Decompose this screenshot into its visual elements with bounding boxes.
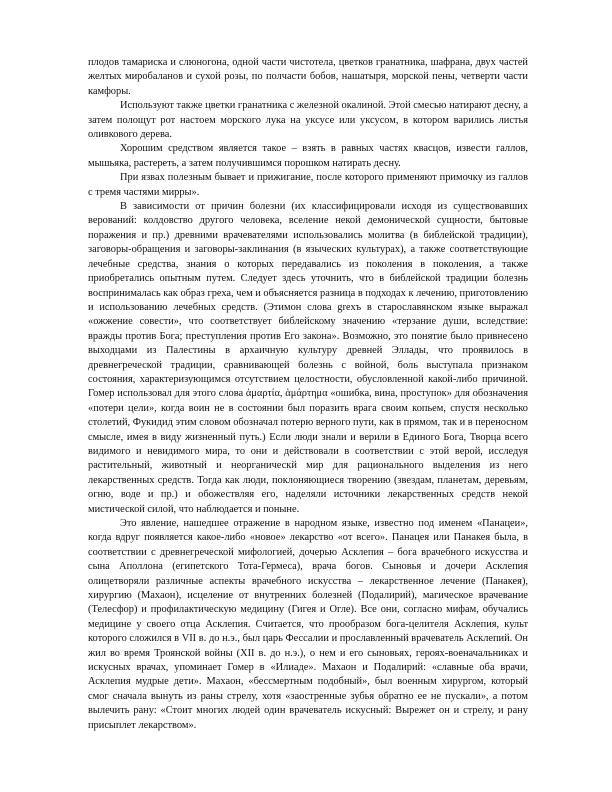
document-page: [88, 56, 528, 733]
paragraph-cauterization: При язвах полезным бывает и прижигание, после которого применяют примочку из галлов с тремя частями мирры».: [88, 172, 528, 198]
paragraph-continuation: плодов тамариска и слюногона, одной части чистотела, цветков гранатника, шафрана, двух частей желтых миробаланов и сухой розы, по полчасти бобов, нашатыря, морской пены, четверти части камфоры.: [88, 57, 528, 97]
paragraph-good-remedy: Хорошим средством является такое – взять в равных частях квасцов, извести галлов, мышьяка, растереть, а затем получившимся порошком натирать десну.: [88, 143, 528, 169]
paragraph-panacea: Это явление, нашедшее отражение в народном языке, известно под именем «Панацеи», когда вдруг появляется какое-либо «новое» лекарство «от всего». Панацея или Панакея была, в соответствии с древнегреческой мифологией, дочерью Асклепия – бога врачебного искусства и сына Аполлона (египетского Тота-Гермеса), врача богов. Сыновья и дочери Асклепия олицетворяли различные аспекты врачебного искусства – лекарственное лечение (Панакея), хирургию (Махаон), исцеление от внутренних болезней (Подалирий), магическое врачевание (Телесфор) и профилактическую медицину (Гигея и Огле). Все они, согласно мифам, обучались медицине у своего отца Асклепия. Считается, что прообразом бога-целителя Асклепия, культ которого сложился в VII в. до н.э., был царь Фессалии и прославленный врачеватель Асклепий. Он жил во время Троянской войны (XII в. до н.э.), о нем и его сыновьях, героях-военачальниках и искусных врачах, упоминает Гомер в «Илиаде». Махаон и Подалирий: «славные оба врачи, Асклепия мудрые дети». Махаон, «бессмертным подобный», был военным хирургом, который смог сначала вынуть из раны стрелу, хотя «заостренные зубья обратно ее не пускали», а потом вылечить рану: «Стоит многих людей один врачеватель искусный: Вырежет он и стрелу, и рану присыплет лекарством».: [88, 518, 528, 731]
paragraph-pomegranate: Используют также цветки гранатника с железной окалиной. Этой смесью натирают десну, а затем полощут рот настоем морского лука на уксусе или уксусом, в котором варились листья оливкового дерева.: [88, 100, 528, 141]
paragraph-causes-of-disease: В зависимости от причин болезни (их классифицировали исходя из существовавших верований: колдовство другого человека, вселение некой демонической сущности, бытовые поражения и пр.) древними врачевателями использовались молитва (в библейской традиции), заговоры-обращения и заговоры-заклинания (в языческих культурах), а также соответствующие лечебные средства, знания о которых передавались из поколения в поколения, а также приобретались опытным путем. Следует здесь уточнить, что в библейской традиции болезнь воспринималась как образ греха, чем и объясняется разница в подходах к лечению, приготовлению и использованию лечебных средств. (Этимон слова grexъ в старославянском языке выражал «ожжение совести», что соответствует библейскому значению «терзание души, вследствие: вражды против Бога; преступления против Его закона». Возможно, это понятие было привнесено выходцами из Палестины в архаичную культуру древней Эллады, что проявилось в древнегреческой традиции, сравнивающей болезнь с войной, боль выступала признаком состояния, характеризующимся отсутствием целостности, обусловленной какой-либо причиной. Гомер использовал для этого слова ἁμαρτία, ἁμάρτημα «ошибка, вина, проступок» для обозначения «потери цели», когда воин не в состоянии был поразить врага своим копьем, спустя несколько столетий, Фукидид этим словом обозначал потерю верного пути, как в прямом, так и в переносном смысле, имея в виду жизненный путь.) Если люди знали и верили в Единого Бога, Творца всего видимого и невидимого мира, то они и действовали в соответствии с этой верой, исследуя растительный, животный и неорганическй мир для рационального выделения из него лекарственных средств. Тогда как люди, поклоняющиеся творению (звездам, планетам, деревьям, огню, воде и пр.) и обожествляя его, наделяли источники лекарственных средств некой мистической силой, что наблюдается и поныне.: [88, 201, 528, 515]
